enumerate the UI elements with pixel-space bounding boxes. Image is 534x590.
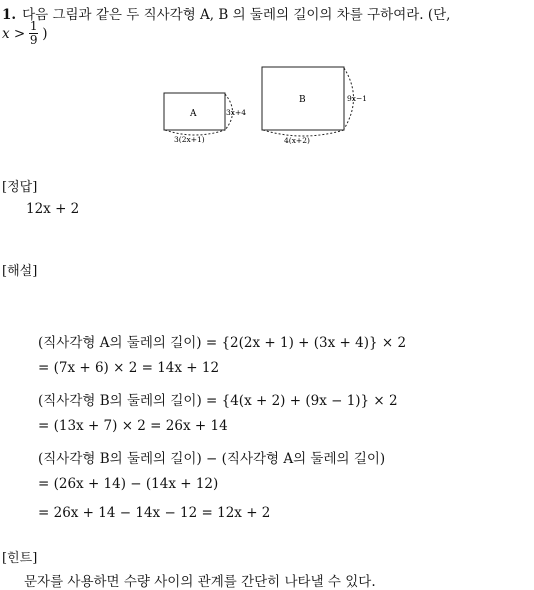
solution-line-3: (직사각형 B의 둘레의 길이) = {4(x + 2) + (9x − 1)} × 2	[38, 393, 398, 409]
hint-text: 문자를 사용하면 수량 사이의 관계를 간단히 나타낼 수 있다.	[24, 574, 376, 590]
answer-header: [정답]	[2, 180, 38, 195]
condition-fraction	[29, 20, 38, 47]
solution-line-7: = 26x + 14 − 14x − 12 = 12x + 2	[38, 505, 271, 521]
solution-header: [해설]	[2, 264, 38, 279]
rectangles-figure	[160, 62, 380, 156]
solution-line-2: = (7x + 6) × 2 = 14x + 12	[38, 360, 220, 376]
solution-line-4: = (13x + 7) × 2 = 26x + 14	[38, 418, 228, 434]
rect-b-label: B	[299, 95, 306, 105]
rect-a-height-label: 3x+4	[226, 108, 247, 117]
hint-header: [힌트]	[2, 551, 38, 566]
solution-line-1: (직사각형 A의 둘레의 길이) = {2(2x + 1) + (3x + 4)} × 2	[38, 335, 407, 351]
problem-number: 1.	[2, 7, 17, 23]
problem-text: 다음 그림과 같은 두 직사각형 A, B 의 둘레의 길이의 차를 구하여라. (단,	[22, 7, 451, 23]
rect-b-height-label: 9x−1	[347, 94, 368, 103]
answer-value: 12x + 2	[26, 201, 80, 217]
rect-a-width-label: 3(2x+1)	[174, 135, 205, 144]
condition-close: )	[42, 25, 48, 42]
fraction-numerator: 1	[29, 19, 38, 33]
fraction-denominator: 9	[29, 33, 38, 47]
problem-statement-line1	[2, 3, 450, 23]
problem-condition	[2, 20, 48, 47]
rect-b-width-label: 4(x+2)	[284, 136, 310, 145]
solution-line-6: = (26x + 14) − (14x + 12)	[38, 476, 219, 492]
condition-variable: x >	[2, 25, 26, 42]
rect-a-label: A	[190, 109, 197, 119]
rectangles-svg	[160, 62, 380, 152]
solution-line-5: (직사각형 B의 둘레의 길이) − (직사각형 A의 둘레의 길이)	[38, 451, 386, 467]
